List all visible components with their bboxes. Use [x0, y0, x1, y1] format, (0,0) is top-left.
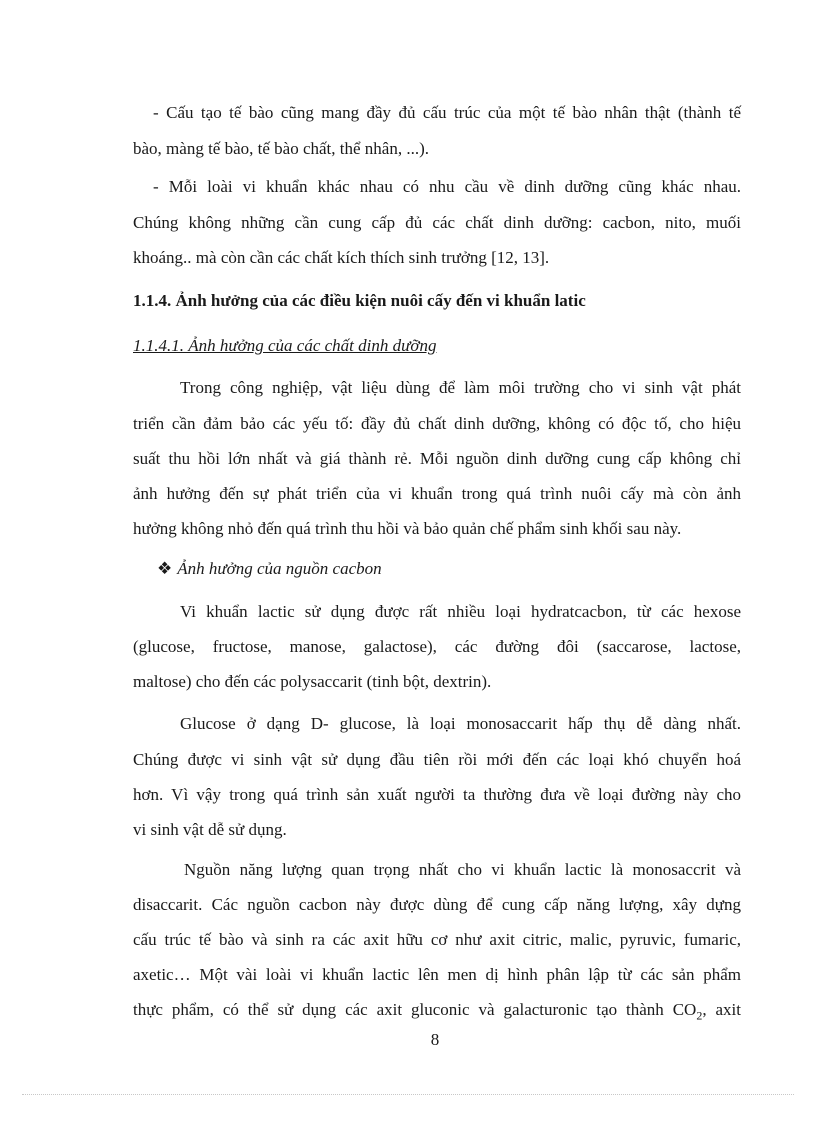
p5-line-4: vi sinh vật dễ sử dụng.: [133, 820, 287, 839]
p6-line-5: [133, 998, 741, 1027]
p6-line-5-text: thực phẩm, có thể sử dụng các axit gluconic và galacturonic tạo thành CO: [133, 1000, 697, 1019]
bullet-heading: [157, 557, 741, 581]
p6-line-4: axetic… Một vài loài vi khuẩn lactic lên men dị hình phân lập từ các sản phẩm: [133, 965, 741, 984]
p3-line-3: suất thu hồi lớn nhất và giá thành rẻ. Mỗi nguồn dinh dưỡng cung cấp không chỉ: [133, 449, 741, 468]
p5-line-2: Chúng được vi sinh vật sử dụng đầu tiên rồi mới đến các loại khó chuyển hoá: [133, 750, 741, 769]
p6-line-5-tail: , axit: [702, 1000, 741, 1019]
p4-line-2: (glucose, fructose, manose, galactose), các đường đôi (saccarose, lactose,: [133, 637, 741, 656]
p2-line-1: - Mỗi loài vi khuẩn khác nhau có nhu cầu về dinh dưỡng cũng khác nhau.: [153, 177, 741, 196]
p4-line-1: Vi khuẩn lactic sử dụng được rất nhiều loại hydratcacbon, từ các hexose: [180, 602, 741, 621]
p1-line-1: - Cấu tạo tế bào cũng mang đầy đủ cấu trúc của một tế bào nhân thật (thành tế: [153, 103, 741, 122]
p3-line-1: Trong công nghiệp, vật liệu dùng để làm môi trường cho vi sinh vật phát: [180, 378, 741, 397]
p6-line-2: disaccarit. Các nguồn cacbon này được dùng để cung cấp năng lượng, xây dựng: [133, 895, 741, 914]
p2-line-2: Chúng không những cần cung cấp đủ các chất dinh dưỡng: cacbon, nito, muối: [133, 213, 741, 232]
footer-dotted-rule: [22, 1094, 794, 1095]
bullet-heading-text: Ảnh hưởng của nguồn cacbon: [177, 559, 382, 578]
co2-subscript: 2: [696, 1008, 703, 1023]
diamond-bullet-icon: ❖: [157, 559, 173, 578]
page-number: 8: [430, 1030, 440, 1049]
p4-line-3: maltose) cho đến các polysaccarit (tinh bột, dextrin).: [133, 672, 492, 691]
p3-line-4: ảnh hưởng đến sự phát triển của vi khuẩn trong quá trình nuôi cấy mà còn ảnh: [133, 484, 741, 503]
p5-line-3: hơn. Vì vậy trong quá trình sản xuất người ta thường đưa về loại đường này cho: [133, 785, 741, 804]
p5-line-1: Glucose ở dạng D- glucose, là loại monosaccarit hấp thụ dễ dàng nhất.: [180, 714, 741, 733]
p2-line-3: khoáng.. mà còn cần các chất kích thích sinh trưởng [12, 13].: [133, 248, 550, 267]
p3-line-2: triển cần đảm bảo các yếu tố: đầy đủ chất dinh dưỡng, không có độc tố, cho hiệu: [133, 414, 741, 433]
p6-line-3: cấu trúc tế bào và sinh ra các axit hữu cơ như axit citric, malic, pyruvic, fumaric,: [133, 930, 741, 949]
subsection-heading: 1.1.4.1. Ảnh hưởng của các chất dinh dưỡng: [133, 336, 437, 355]
p6-line-1: Nguồn năng lượng quan trọng nhất cho vi khuẩn lactic là monosaccrit và: [184, 860, 741, 879]
section-heading: 1.1.4. Ảnh hưởng của các điều kiện nuôi cấy đến vi khuẩn latic: [133, 291, 586, 310]
p3-line-5: hưởng không nhỏ đến quá trình thu hồi và bảo quản chế phẩm sinh khối sau này.: [133, 519, 682, 538]
p1-line-2: bào, màng tế bào, tế bào chất, thể nhân, ...).: [133, 139, 429, 158]
